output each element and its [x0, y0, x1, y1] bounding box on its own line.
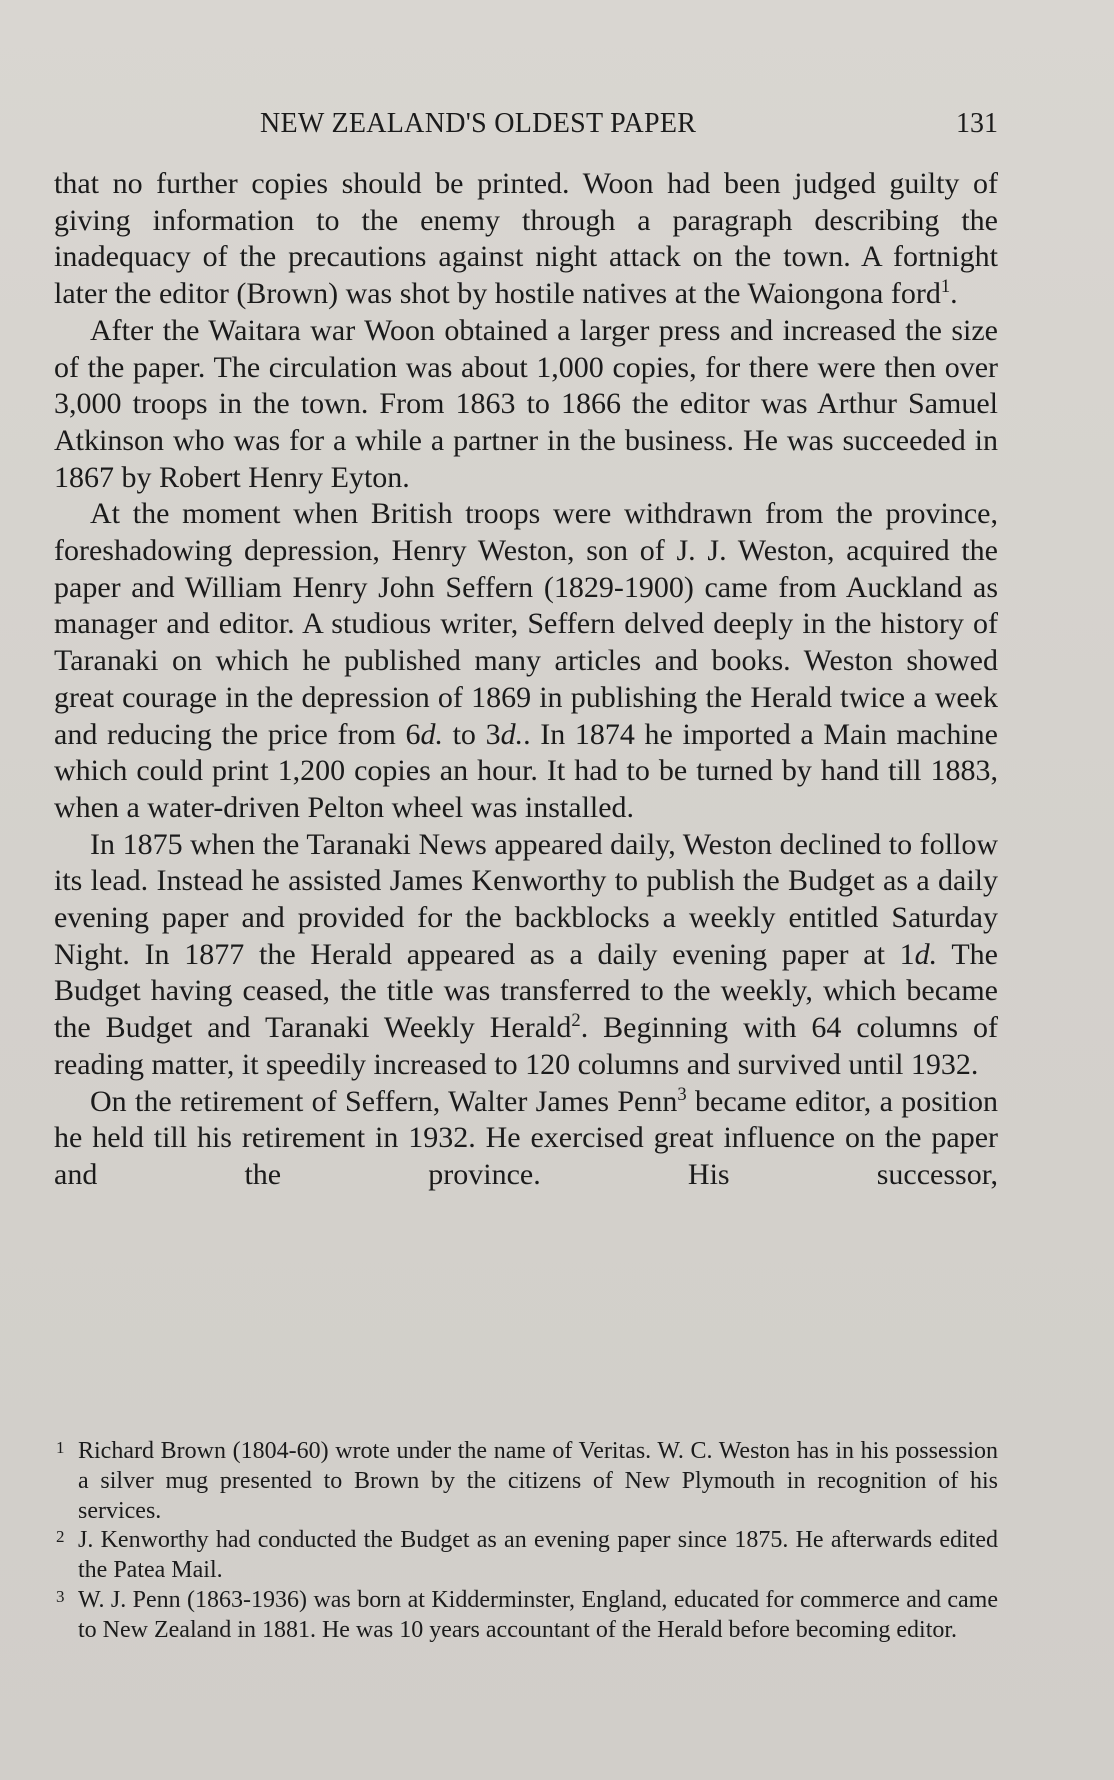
paragraph-4: In 1875 when the Taranaki News appeared daily, Weston declined to follow its lead. Instead he assisted James Kenworthy to publish the Budget as a daily evening paper and provided for the backblocks a weekly entitled Saturday Night. In 1877 the Herald appeared as a daily evening paper at 1d. The Budget having ceased, the title was transferred to the weekly, which became the Budget and Taranaki Weekly Herald$^2$. Beginning with 64 columns of reading matter, it speedily increased to 120 columns and survived until 1932.: [54, 827, 999, 1081]
footnote-3: [54, 1586, 998, 1646]
footnote-2: [54, 1526, 998, 1586]
footnote-ref-3: 3: [677, 1083, 687, 1105]
body-text: [54, 166, 998, 1194]
paragraph-3: At the moment when British troops were withdrawn from the province, foreshadowing depression, Henry Weston, son of J. J. Weston, acquired the paper and William Henry John Seffern (1829-1900) came from Auckland as manager and editor. A studious writer, Seffern delved deeply in the history of Taranaki on which he published many articles and books. Weston showed great courage in the depression of 1869 in publishing the Herald twice a week and reducing the price from 6d. to 3d.. In 1874 he imported a Main machine which could print 1,200 copies an hour. It had to be turned by hand till 1883, when a water-driven Pelton wheel was installed.: [54, 497, 998, 824]
footnote-text: W. J. Penn (1863-1936) was born at Kidderminster, England, educated for commerce and came to New Zealand in 1881. He was 10 years accountant of the Herald before becoming editor.: [78, 1586, 998, 1643]
footnote-number: 2: [56, 1527, 65, 1547]
footnote-1: [54, 1437, 998, 1526]
footnote-ref-2: 2: [571, 1010, 581, 1032]
running-head: [54, 104, 998, 144]
page-number: 131: [956, 108, 998, 139]
footnote-text: J. Kenworthy had conducted the Budget as an evening paper since 1875. He afterwards edited the Patea Mail.: [78, 1527, 998, 1584]
footnote-ref-1: 1: [940, 276, 951, 298]
footnote-number: 3: [56, 1586, 65, 1606]
running-title: NEW ZEALAND'S OLDEST PAPER: [260, 108, 697, 139]
footnote-text: Richard Brown (1804-60) wrote under the name of Veritas. W. C. Weston has in his possession a silver mug presented to Brown by the citizens of New Plymouth in recognition of his services.: [78, 1438, 998, 1524]
footnote-number: 1: [56, 1438, 65, 1457]
paragraph-5: On the retirement of Seffern, Walter James Penn$^3$ became editor, a position he held till his retirement in 1932. He exercised great influence on the paper and the province. His successor,: [54, 1083, 998, 1191]
paragraph-2: After the Waitara war Woon obtained a larger press and increased the size of the paper. The circulation was about 1,000 copies, for there were then over 3,000 troops in the town. From 1863 to 1866 the editor was Arthur Samuel Atkinson who was for a while a partner in the business. He was succeeded in 1867 by Robert Henry Eyton.: [54, 313, 998, 494]
footnotes: [54, 1437, 998, 1646]
paragraph-1: that no further copies should be printed. Woon had been judged guilty of giving information to the enemy through a paragraph describing the inadequacy of the precautions against night attack on the town. A fortnight later the editor (Brown) was shot by hostile natives at the Waiongona ford$^1$.: [54, 167, 998, 311]
